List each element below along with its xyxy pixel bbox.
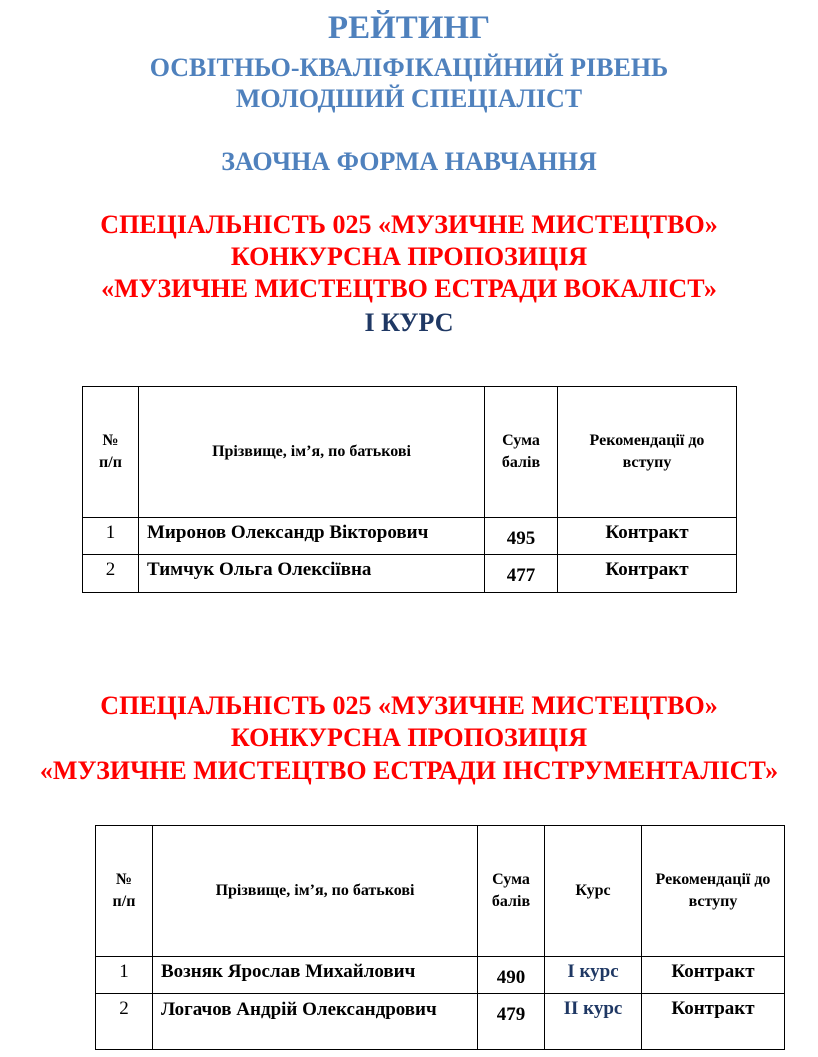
header-num: № п/п xyxy=(96,826,153,957)
row-name: Тимчук Ольга Олексіївна xyxy=(139,555,485,593)
proposal-name: «МУЗИЧНЕ МИСТЕЦТВО ЕСТРАДИ ВОКАЛІСТ» xyxy=(101,274,717,303)
rating-title: РЕЙТИНГ xyxy=(327,10,491,46)
row-score: 477 xyxy=(485,555,558,593)
row-recommendation: Контракт xyxy=(558,518,737,555)
row-num: 2 xyxy=(83,555,139,593)
table-header-row xyxy=(83,387,737,518)
header-num: № п/п xyxy=(83,387,139,518)
row-recommendation: Контракт xyxy=(642,957,785,994)
row-score: 490 xyxy=(478,957,545,994)
specialty-title: СПЕЦІАЛЬНІСТЬ 025 «МУЗИЧНЕ МИСТЕЦТВО» xyxy=(100,691,718,720)
header-recommendation: Рекомендації до вступу xyxy=(558,387,737,518)
row-course: І курс xyxy=(545,957,642,994)
row-score: 495 xyxy=(485,518,558,555)
header-course: Курс xyxy=(545,826,642,957)
study-form-title: ЗАОЧНА ФОРМА НАВЧАННЯ xyxy=(221,147,597,176)
qualification-level-value: МОЛОДШИЙ СПЕЦІАЛІСТ xyxy=(235,84,583,113)
header-recommendation: Рекомендації до вступу xyxy=(642,826,785,957)
proposal-label: КОНКУРСНА ПРОПОЗИЦІЯ xyxy=(230,723,588,752)
row-name: Логачов Андрій Олександрович xyxy=(153,994,478,1050)
row-recommendation: Контракт xyxy=(642,994,785,1050)
row-name: Миронов Олександр Вікторович xyxy=(139,518,485,555)
header-name: Прізвище, ім’я, по батькові xyxy=(139,387,485,518)
proposal-label: КОНКУРСНА ПРОПОЗИЦІЯ xyxy=(230,242,588,271)
table-row xyxy=(83,518,737,555)
rating-table-vocal xyxy=(82,386,737,593)
row-course: ІІ курс xyxy=(545,994,642,1050)
row-recommendation: Контракт xyxy=(558,555,737,593)
proposal-name: «МУЗИЧНЕ МИСТЕЦТВО ЕСТРАДИ ІНСТРУМЕНТАЛІСТ» xyxy=(39,756,779,785)
table-row xyxy=(83,555,737,593)
row-num: 1 xyxy=(96,957,153,994)
table-header-row xyxy=(96,826,785,957)
rating-table-instrumental xyxy=(95,825,785,1050)
row-score: 479 xyxy=(478,994,545,1050)
qualification-level-label: ОСВІТНЬО-КВАЛІФІКАЦІЙНИЙ РІВЕНЬ xyxy=(149,53,669,82)
header-score: Сума балів xyxy=(485,387,558,518)
course-title: І КУРС xyxy=(364,308,454,337)
table-row xyxy=(96,994,785,1050)
row-num: 2 xyxy=(96,994,153,1050)
row-num: 1 xyxy=(83,518,139,555)
header-score: Сума балів xyxy=(478,826,545,957)
specialty-title: СПЕЦІАЛЬНІСТЬ 025 «МУЗИЧНЕ МИСТЕЦТВО» xyxy=(100,210,718,239)
row-name: Возняк Ярослав Михайлович xyxy=(153,957,478,994)
table-row xyxy=(96,957,785,994)
header-name: Прізвище, ім’я, по батькові xyxy=(153,826,478,957)
